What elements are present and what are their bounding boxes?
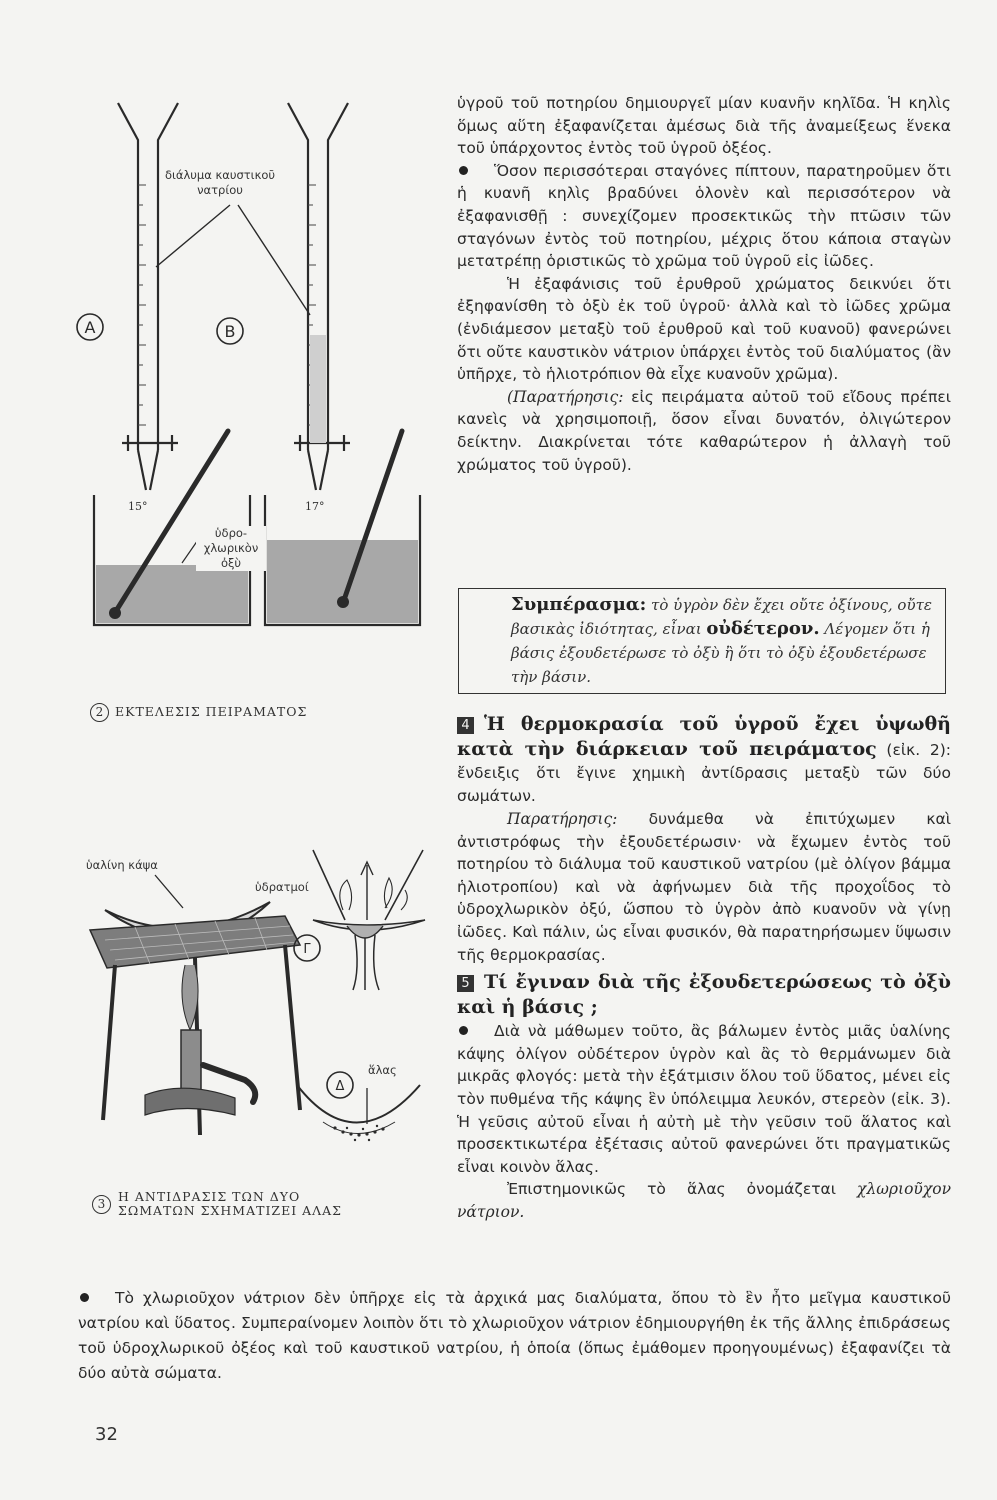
paragraph-2: Ὅσον περισσότεραι σταγόνες πίπτουν, παρατηροῦμεν ὅτι ἡ κυανῆ κηλὶς βραδύνει ὁλονὲν καὶ περισσότερον νὰ ἐξαφανισθῇ : συνεχίζομεν προσεκτικῶς τὴν πτῶσιν τῶν σταγόνων ἐντὸς τοῦ ποτηρίου, μέχρις ὅτου κάποια σταγὼν μετατρέπῃ ὁριστικῶς τὸ χρῶμα τοῦ ὑγροῦ εἰς ἰῶδες. — [457, 160, 951, 273]
acid-label: ὑδρο- χλωρικὸν ὀξὺ — [196, 526, 266, 571]
temperature-b: 17° — [305, 500, 325, 513]
text-column-top — [457, 92, 951, 476]
dish-label: ὑαλίνη κάψα — [86, 858, 158, 872]
conclusion-box: Συμπέρασμα: τὸ ὑγρὸν δὲν ἔχει οὔτε ὀξίνους, οὔτε βασικὰς ἰδιότητας, εἶναι οὐδέτερον. Λέγομεν ὅτι ἡ βάσις ἐξουδετέρωσε τὸ ὀξὺ ἢ ὅτι τὸ ὀξὺ ἐξουδετέρωσε τὴν βάσιν. — [458, 588, 946, 694]
label-b: B — [224, 322, 236, 341]
paragraph-1: ὑγροῦ τοῦ ποτηρίου δημιουργεῖ μίαν κυανῆν κηλῖδα. Ἡ κηλὶς ὅμως αὕτη ἐξαφανίζεται ἀμέσως διὰ τῆς ἀναμείξεως ἕνεκα τοῦ ὑπάρχοντος ἐντὸς τοῦ ὑγροῦ ὀξέος. — [457, 94, 951, 158]
paragraph-3: Ἡ ἐξαφάνισις τοῦ ἐρυθροῦ χρώματος δεικνύει ὅτι ἐξηφανίσθη τὸ ὀξὺ ἐκ τοῦ ὑγροῦ· ἀλλὰ καὶ τὸ ἰῶδες χρῶμα (ἐνδιάμεσον μεταξὺ τοῦ ἐρυθροῦ καὶ τοῦ κυανοῦ) φανερώνει ὅτι οὔτε καυστικὸν νάτριον ὑπάρχει ἐντὸς τοῦ διαλύματος (ἂν ὑπῆρχε, τὸ ἡλιοτρόπιον θὰ εἶχε κυανοῦν χρῶμα). — [457, 274, 951, 384]
section-4-number: 4 — [457, 717, 474, 734]
paragraph-7: Ἐπιστημονικῶς τὸ ἅλας ὀνομάζεται χλωριοῦχον νάτριον. — [457, 1180, 951, 1221]
page-number: 32 — [95, 1424, 118, 1445]
section-5 — [457, 970, 951, 1020]
paragraph-8: Τὸ χλωριοῦχον νάτριον δὲν ὑπῆρχε εἰς τὰ ἀρχικά μας διαλύματα, ὅπου τὸ ἓν ἦτο μεῖγμα καυστικοῦ νατρίου καὶ ὕδατος. Συμπεραίνομεν λοιπὸν ὅτι τὸ χλωριοῦχον νάτριον ἐδημιουργήθη ἐκ τῆς ἄλλης ἐπιδράσεως τοῦ ὑδροχλωρικοῦ ὀξέος καὶ τοῦ καυστικοῦ νατρίου, ἡ ὁποία (ὅπως ἐμάθομεν προηγουμένως) ἐξαφανίζει τὰ δύο αὐτὰ σώματα. — [78, 1286, 951, 1386]
solution-label: διάλυμα καυστικοῦ νατρίου — [160, 168, 280, 198]
vapor-label: ὑδρατμοί — [255, 880, 309, 894]
figure-2-number: 2 — [90, 703, 109, 722]
label-a: A — [84, 318, 96, 337]
closing-paragraph — [78, 1286, 951, 1386]
figure-2-caption: 2 ΕΚΤΕΛΕΣΙΣ ΠΕΙΡΑΜΑΤΟΣ — [90, 703, 307, 722]
conclusion-heading: Συμπέρασμα: — [511, 594, 647, 615]
text-column-bottom — [457, 712, 951, 1224]
salt-label: ἅλας — [368, 1063, 397, 1077]
paragraph-6: Διὰ νὰ μάθωμεν τοῦτο, ἂς βάλωμεν ἐντὸς μιᾶς ὑαλίνης κάψης ὀλίγον οὐδέτερον ὑγρὸν καὶ ἂς τὸ θερμάνωμεν διὰ μικρᾶς φλογός: μετὰ τὴν ἐξάτμισιν ὅλου τοῦ ὕδατος, μένει εἰς τὸν πυθμένα τῆς κάψης ἓν ὑπόλειμμα λευκόν, στερεὸν (εἰκ. 3). Ἡ γεῦσις αὐτοῦ εἶναι ἡ αὐτὴ μὲ τὴν γεῦσιν τοῦ ἅλατος καὶ προσεκτικωτέρα ἐξέτασις αὐτοῦ φανερώνει ὅτι πραγματικῶς εἶναι κοινὸν ἅλας. — [457, 1020, 951, 1178]
section-4: 4 Ἡ θερμοκρασία τοῦ ὑγροῦ ἔχει ὑψωθῆ κατὰ τὴν διάρκειαν τοῦ πειράματος (εἰκ. 2): ἔνδειξις ὅτι ἔγινε χημικὴ ἀντίδρασις μεταξὺ τῶν δύο σωμάτων. — [457, 713, 952, 805]
figure-3-caption: 3 Η ΑΝΤΙΔΡΑΣΙΣ ΤΩΝ ΔΥΟ ΣΩΜΑΤΩΝ ΣΧΗΜΑΤΙΖΕΙ ΑΛΑΣ — [92, 1190, 342, 1218]
temperature-a: 15° — [128, 500, 148, 513]
section-4-heading: Ἡ θερμοκρασία τοῦ ὑγροῦ ἔχει ὑψωθῆ κατὰ τὴν διάρκειαν τοῦ πειράματος — [457, 713, 951, 760]
figure-3-number: 3 — [92, 1195, 111, 1214]
section-5-number: 5 — [457, 975, 474, 992]
paragraph-5: Παρατήρησις: δυνάμεθα νὰ ἐπιτύχωμεν καὶ ἀντιστρόφως τὴν ἐξουδετέρωσιν· νὰ ἔχωμεν ἐντὸς τοῦ ποτηρίου τὸ διάλυμα τοῦ καυστικοῦ νατρίου (μὲ ὀλίγον βάμμα ἡλιοτροπίου) καὶ νὰ ἀφήνωμεν διὰ τῆς προχοΐδος τὸ ὑδροχλωρικὸν ὀξύ, ὥσπου τὸ ὑγρὸν ἀπὸ κυανοῦν νὰ γίνῃ ἰῶδες. Καὶ πάλιν, ὡς εἶναι φυσικόν, θὰ παρατηρήσωμεν ὕψωσιν τῆς θερμοκρασίας. — [457, 810, 951, 964]
label-g: Γ — [303, 942, 311, 957]
paragraph-4: (Παρατήρησις: εἰς πειράματα αὐτοῦ τοῦ εἴδους πρέπει κανεὶς νὰ χρησιμοποιῇ, ὅσον εἶναι δυνατόν, ὀλιγώτερον δείκτην. Διακρίνεται τότε καθαρώτερον ἡ ἀλλαγὴ τοῦ χρώματος τοῦ ὑγροῦ). — [457, 387, 951, 474]
section-5-heading: Τί ἔγιναν διὰ τῆς ἐξουδετερώσεως τὸ ὀξὺ καὶ ἡ βάσις ; — [457, 971, 951, 1019]
label-d: Δ — [335, 1079, 345, 1094]
